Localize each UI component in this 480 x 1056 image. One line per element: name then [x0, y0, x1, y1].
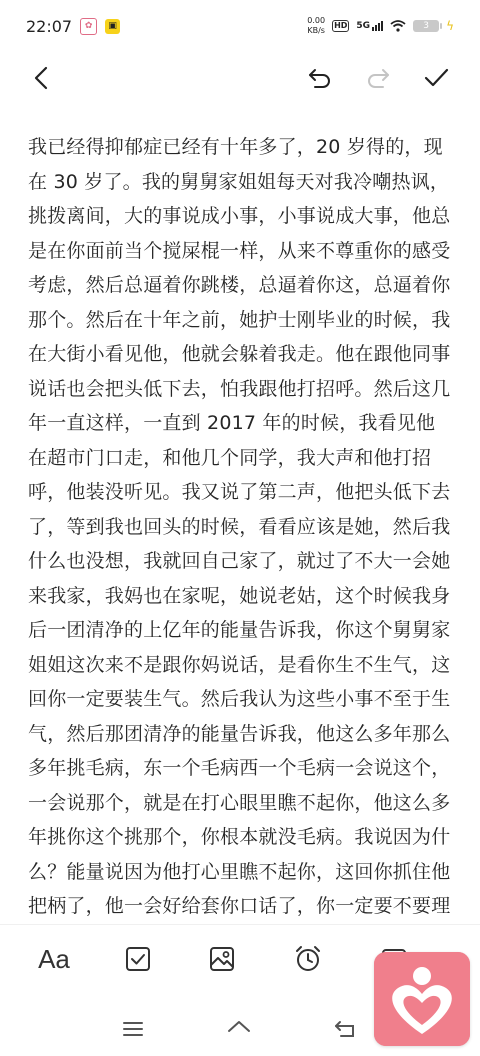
charging-icon: ϟ [446, 19, 454, 33]
chevron-left-icon [28, 64, 56, 92]
status-left [26, 17, 120, 36]
font-style-button[interactable] [34, 939, 74, 979]
status-right [307, 16, 454, 36]
redo-icon [364, 64, 392, 92]
hd-icon: HD [334, 21, 348, 30]
wifi-icon [390, 20, 406, 32]
floating-app-button[interactable] [374, 952, 470, 1046]
checklist-button[interactable] [118, 939, 158, 979]
undo-button[interactable] [302, 60, 338, 96]
signal-icon: 5G [356, 21, 383, 31]
menu-icon [120, 1016, 146, 1042]
reminder-button[interactable] [288, 939, 328, 979]
home-icon [226, 1016, 252, 1042]
checkbox-icon [123, 944, 153, 974]
heart-person-icon [374, 952, 470, 1046]
undo-icon [306, 64, 334, 92]
back-button[interactable] [24, 60, 60, 96]
note-body-text: 我已经得抑郁症已经有十年多了，20 岁得的，现在 30 岁了。我的舅舅家姐姐每天对我冷嘲热讽，挑拨离间，大的事说成小事，小事说成大事，他总是在你面前当个搅屎棍一样，从来不尊重你的感受考虑，然后总逼着你跳楼，总逼着你这，总逼着你那个。然后在十年之前，她护士刚毕业的时候，我在大街小看见他，他就会躲着我走。他在跟他同事说话也会把头低下去，怕我跟他打招呼。然后这几年一直这样，一直到 2017 年的时候，我看见他在超市门口走，和他几个同学，我大声和他打招呼，他装没听见。我又说了第二声，他把头低下去了，等到我也回头的时候，看看应该是她，然后我什么也没想，我就回自己家了，就过了不大一会她来我家，我妈也在家呢，她说老姑，这个时候我身后一团清净的上亿年的能量告诉我，你这个舅舅家姐姐这次来不是跟你妈说话，是看你生不生气，这回你一定要装生气。然后我认为这些小事不至于生气，然后那团清净的能量告诉我，他这么多年那么多年挑毛病，东一个毛病西一个毛病一会说这个，一会说那个，就是在打心眼里瞧不起你，他这么多年挑你这个挑那个，你根本就没毛病。我说因为什么？能量说因为他打心里瞧不起你，这回你抓住他把柄了，他一会好给套你口话了，你一定要不要理 [28, 136, 451, 916]
status-bar [0, 0, 480, 52]
nav-home-button[interactable] [222, 1012, 256, 1046]
done-button[interactable] [418, 60, 454, 96]
editor-toolbar [0, 52, 480, 102]
redo-button[interactable] [360, 60, 396, 96]
note-body-editor[interactable] [28, 130, 454, 916]
status-time: 22:07 [26, 16, 73, 36]
alarm-clock-icon [293, 944, 323, 974]
nav-back-button[interactable] [328, 1012, 362, 1046]
battery-icon: 3 [413, 20, 439, 32]
nav-menu-button[interactable] [116, 1012, 150, 1046]
insert-image-button[interactable] [202, 939, 242, 979]
back-arrow-icon [332, 1016, 358, 1042]
font-style-label: Aa [38, 943, 70, 974]
check-icon [422, 64, 450, 92]
image-icon [207, 944, 237, 974]
gallery-notification-icon: ✿ [80, 18, 97, 35]
app-notification-icon: ▣ [105, 19, 120, 34]
net-speed: 0.00 KB/s [307, 16, 326, 35]
